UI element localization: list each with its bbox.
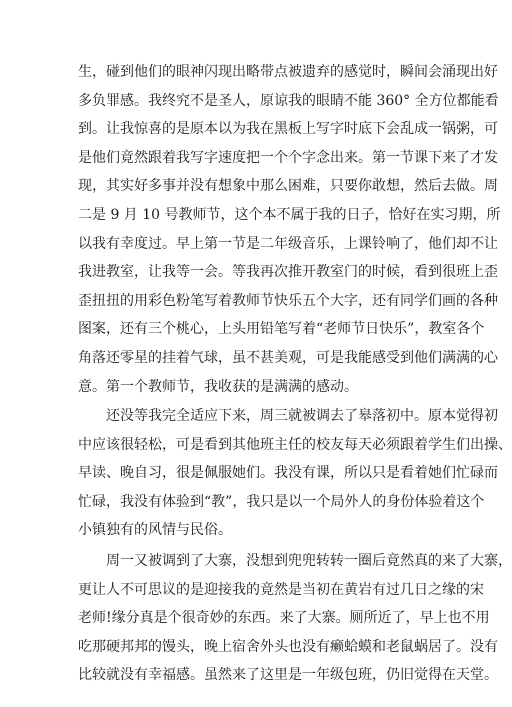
text-line: 早读、晚自习，很是佩服她们。我没有课，所以只是看着她们忙碌而	[78, 465, 498, 482]
paragraph-1	[78, 58, 501, 401]
text-line: 是他们竟然跟着我写字速度把一个个字念出来。第一节课下来了才发	[78, 149, 498, 166]
paragraph-2	[78, 402, 512, 545]
text-line: 角落还零星的挂着气球，虽不甚美观，可是我能感受到他们满满的心	[78, 349, 498, 366]
text-line: 小镇独有的风情与民俗。	[78, 522, 232, 539]
text-line: 周一又被调到了大寨，没想到兜兜转转一圈后竟然真的来了大寨，	[106, 553, 512, 569]
text-line: 我进教室，让我等一会。等我再次推开教室门的时候，看到很班上歪	[78, 264, 498, 281]
text-line: 比较就没有幸福感。虽然来了这里是一年级包班，仍旧觉得在天堂。	[78, 667, 498, 684]
text-line: 忙碌，我没有体验到“教”，我只是以一个局外人的身份体验着这个	[78, 493, 485, 510]
text-line: 老师!缘分真是个很奇妙的东西。来了大寨。厕所近了，早上也不用	[78, 610, 490, 627]
text-line: 中应该很轻松，可是看到其他班主任的校友每天必须跟着学生们出操、	[78, 436, 512, 453]
text-line: 生，碰到他们的眼神闪现出略带点被遗弃的感觉时，瞬间会涌现出好	[78, 64, 498, 80]
text-line: 更让人不可思议的是迎接我的竟然是当初在黄岩有过几日之缘的宋	[78, 581, 484, 598]
text-line: 吃那硬邦邦的馒头，晚上宿舍外头也没有癞蛤蟆和老鼠蜗居了。没有	[78, 638, 498, 655]
paragraph-3	[78, 547, 512, 690]
text-line: 多负罪感。我终究不是圣人，原谅我的眼睛不能 360° 全方位都能看	[78, 92, 499, 109]
text-line: 二是 9 月 10 号教师节，这个本不属于我的日子，恰好在实习期，所	[78, 206, 501, 223]
text-line: 到。让我惊喜的是原本以为我在黑板上写字时底下会乱成一锅粥，可	[78, 121, 498, 138]
text-line: 意。第一个教师节，我收获的是满满的感动。	[78, 378, 358, 395]
text-line: 图案，还有三个桃心，上头用铅笔写着“老师节日快乐”，教室各个	[78, 321, 485, 338]
text-line: 现，其实好多事并没有想象中那么困难，只要你敢想，然后去做。周	[78, 178, 498, 195]
text-line: 还没等我完全适应下来，周三就被调去了皋落初中。原本觉得初	[106, 408, 498, 424]
text-line: 以我有幸度过。早上第一节是二年级音乐，上课铃响了，他们却不让	[78, 235, 498, 252]
text-line: 歪扭扭的用彩色粉笔写着教师节快乐五个大字，还有同学们画的各种	[78, 292, 498, 309]
